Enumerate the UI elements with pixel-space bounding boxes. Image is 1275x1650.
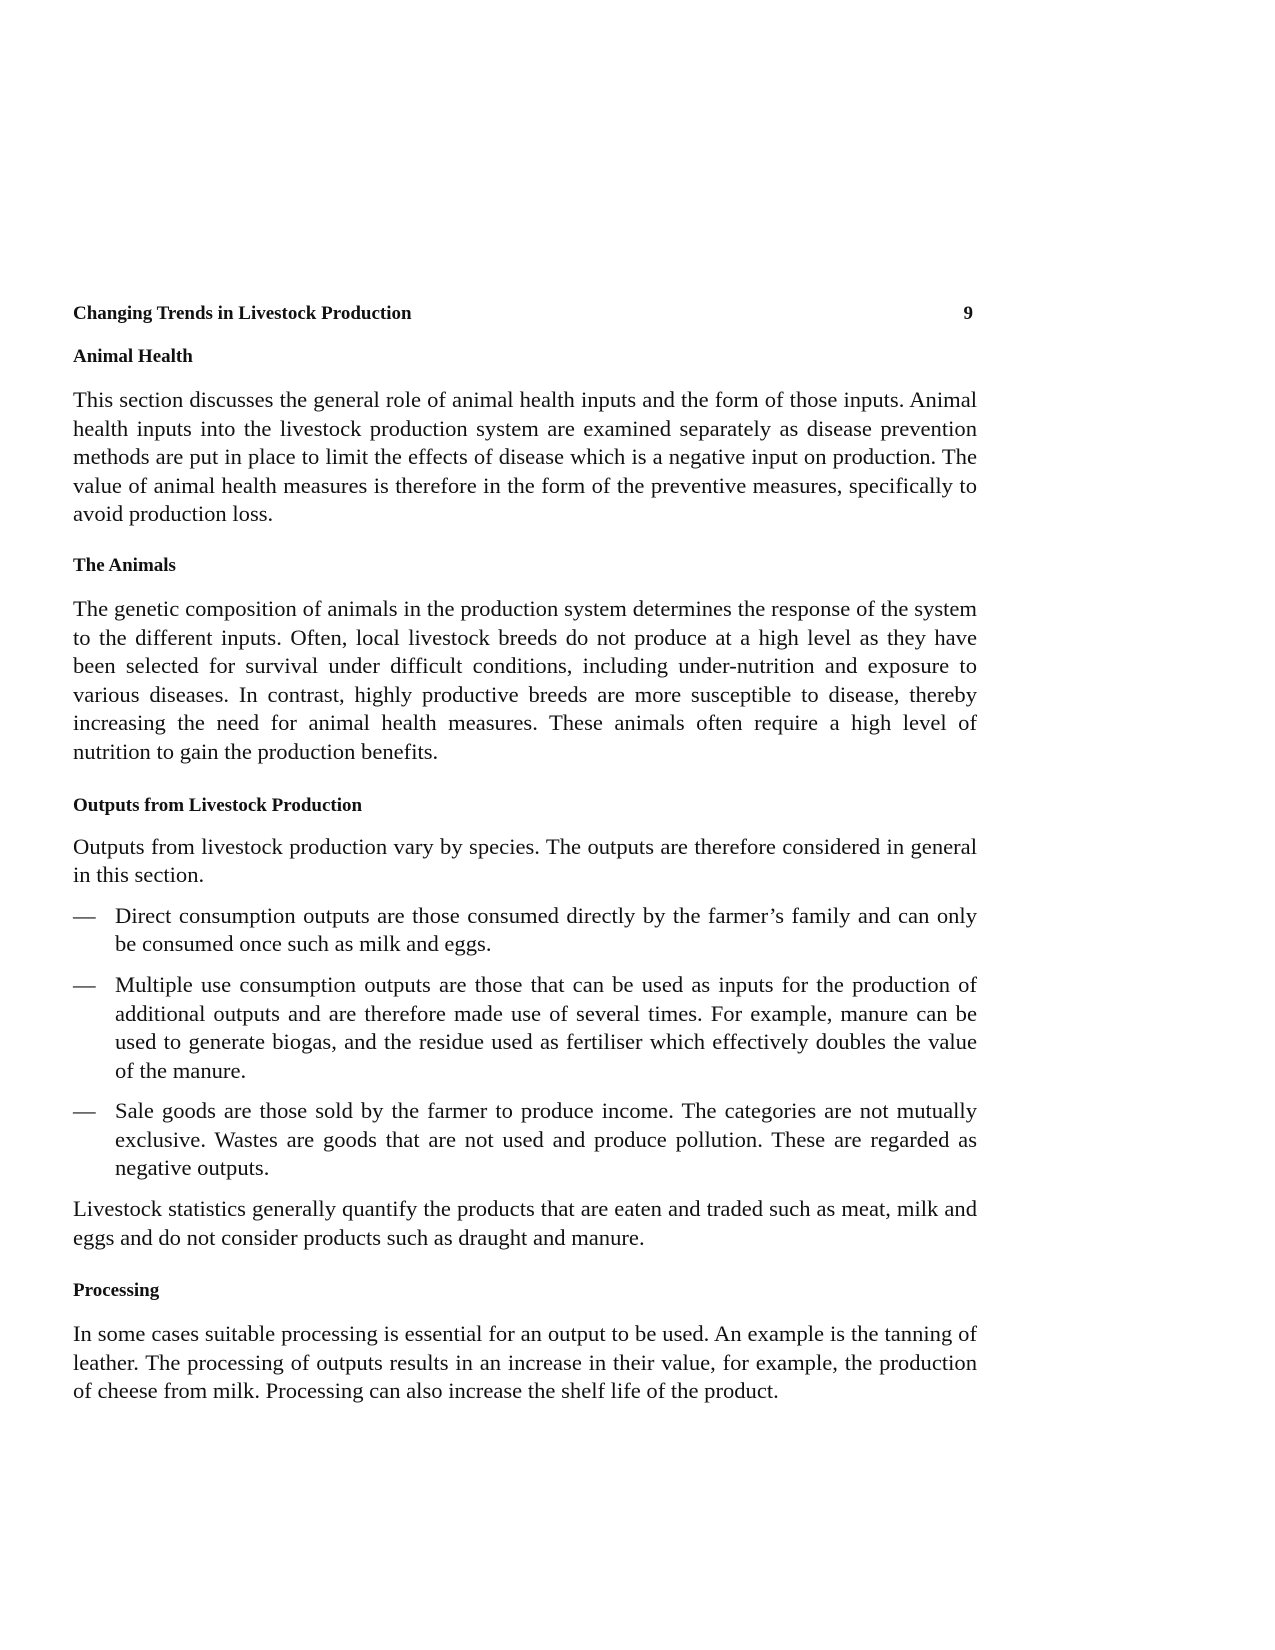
bullet-dash: —	[73, 971, 96, 997]
list-item-text: Direct consumption outputs are those consumed directly by the farmer’s family and can only be consumed once such as milk and eggs.	[115, 902, 977, 957]
running-header	[73, 296, 977, 332]
bullet-dash: —	[73, 902, 96, 928]
section-the-animals	[73, 551, 977, 767]
section-paragraph: In some cases suitable processing is essential for an output to be used. An example is the tanning of leather. The processing of outputs results in an increase in their value, for example, the production of cheese from milk. Processing can also increase the shelf life of the product.	[73, 1321, 977, 1404]
section-closing-paragraph: Livestock statistics generally quantify the products that are eaten and traded such as meat, milk and eggs and do not consider products such as draught and manure.	[73, 1196, 977, 1250]
section-heading: Processing	[73, 1280, 160, 1302]
bullet-list	[73, 902, 977, 1183]
section-heading: The Animals	[73, 554, 176, 576]
section-processing	[73, 1276, 977, 1406]
list-item	[73, 971, 977, 1085]
book-page	[73, 296, 977, 1406]
section-paragraph: The genetic composition of animals in the production system determines the response of the system to the different inputs. Often, local livestock breeds do not produce at a high level as they have been selected for survival under difficult conditions, including under-nutrition and exposure to various diseases. In contrast, highly productive breeds are more susceptible to disease, thereby increasing the need for animal health measures. These animals often require a high level of nutrition to gain the production benefits.	[73, 595, 977, 764]
section-animal-health	[73, 342, 977, 529]
list-item	[73, 902, 977, 959]
bullet-dash: —	[73, 1098, 96, 1124]
list-item-text: Sale goods are those sold by the farmer to produce income. The categories are not mutually exclusive. Wastes are goods that are not used and produce pollution. These are regarded as negative outputs.	[115, 1098, 977, 1181]
list-item	[73, 1097, 977, 1183]
section-outputs	[73, 791, 977, 1253]
running-title: Changing Trends in Livestock Production	[73, 303, 412, 324]
section-paragraph: This section discusses the general role of animal health inputs and the form of those inputs. Animal health inputs into the livestock production system are examined separately as disease prevention methods are put in place to limit the effects of disease which is a negative input on production. The value of animal health measures is therefore in the form of the preventive measures, specifically to avoid production loss.	[73, 387, 977, 527]
page-number: 9	[963, 303, 973, 324]
section-heading: Outputs from Livestock Production	[73, 794, 363, 816]
section-heading: Animal Health	[73, 346, 193, 367]
list-item-text: Multiple use consumption outputs are those that can be used as inputs for the production of additional outputs and are therefore made use of several times. For example, manure can be used to generate biogas, and the residue used as fertiliser which effectively doubles the value of the manure.	[115, 971, 977, 1083]
section-intro: Outputs from livestock production vary by species. The outputs are therefore considered in general in this section.	[73, 833, 977, 888]
